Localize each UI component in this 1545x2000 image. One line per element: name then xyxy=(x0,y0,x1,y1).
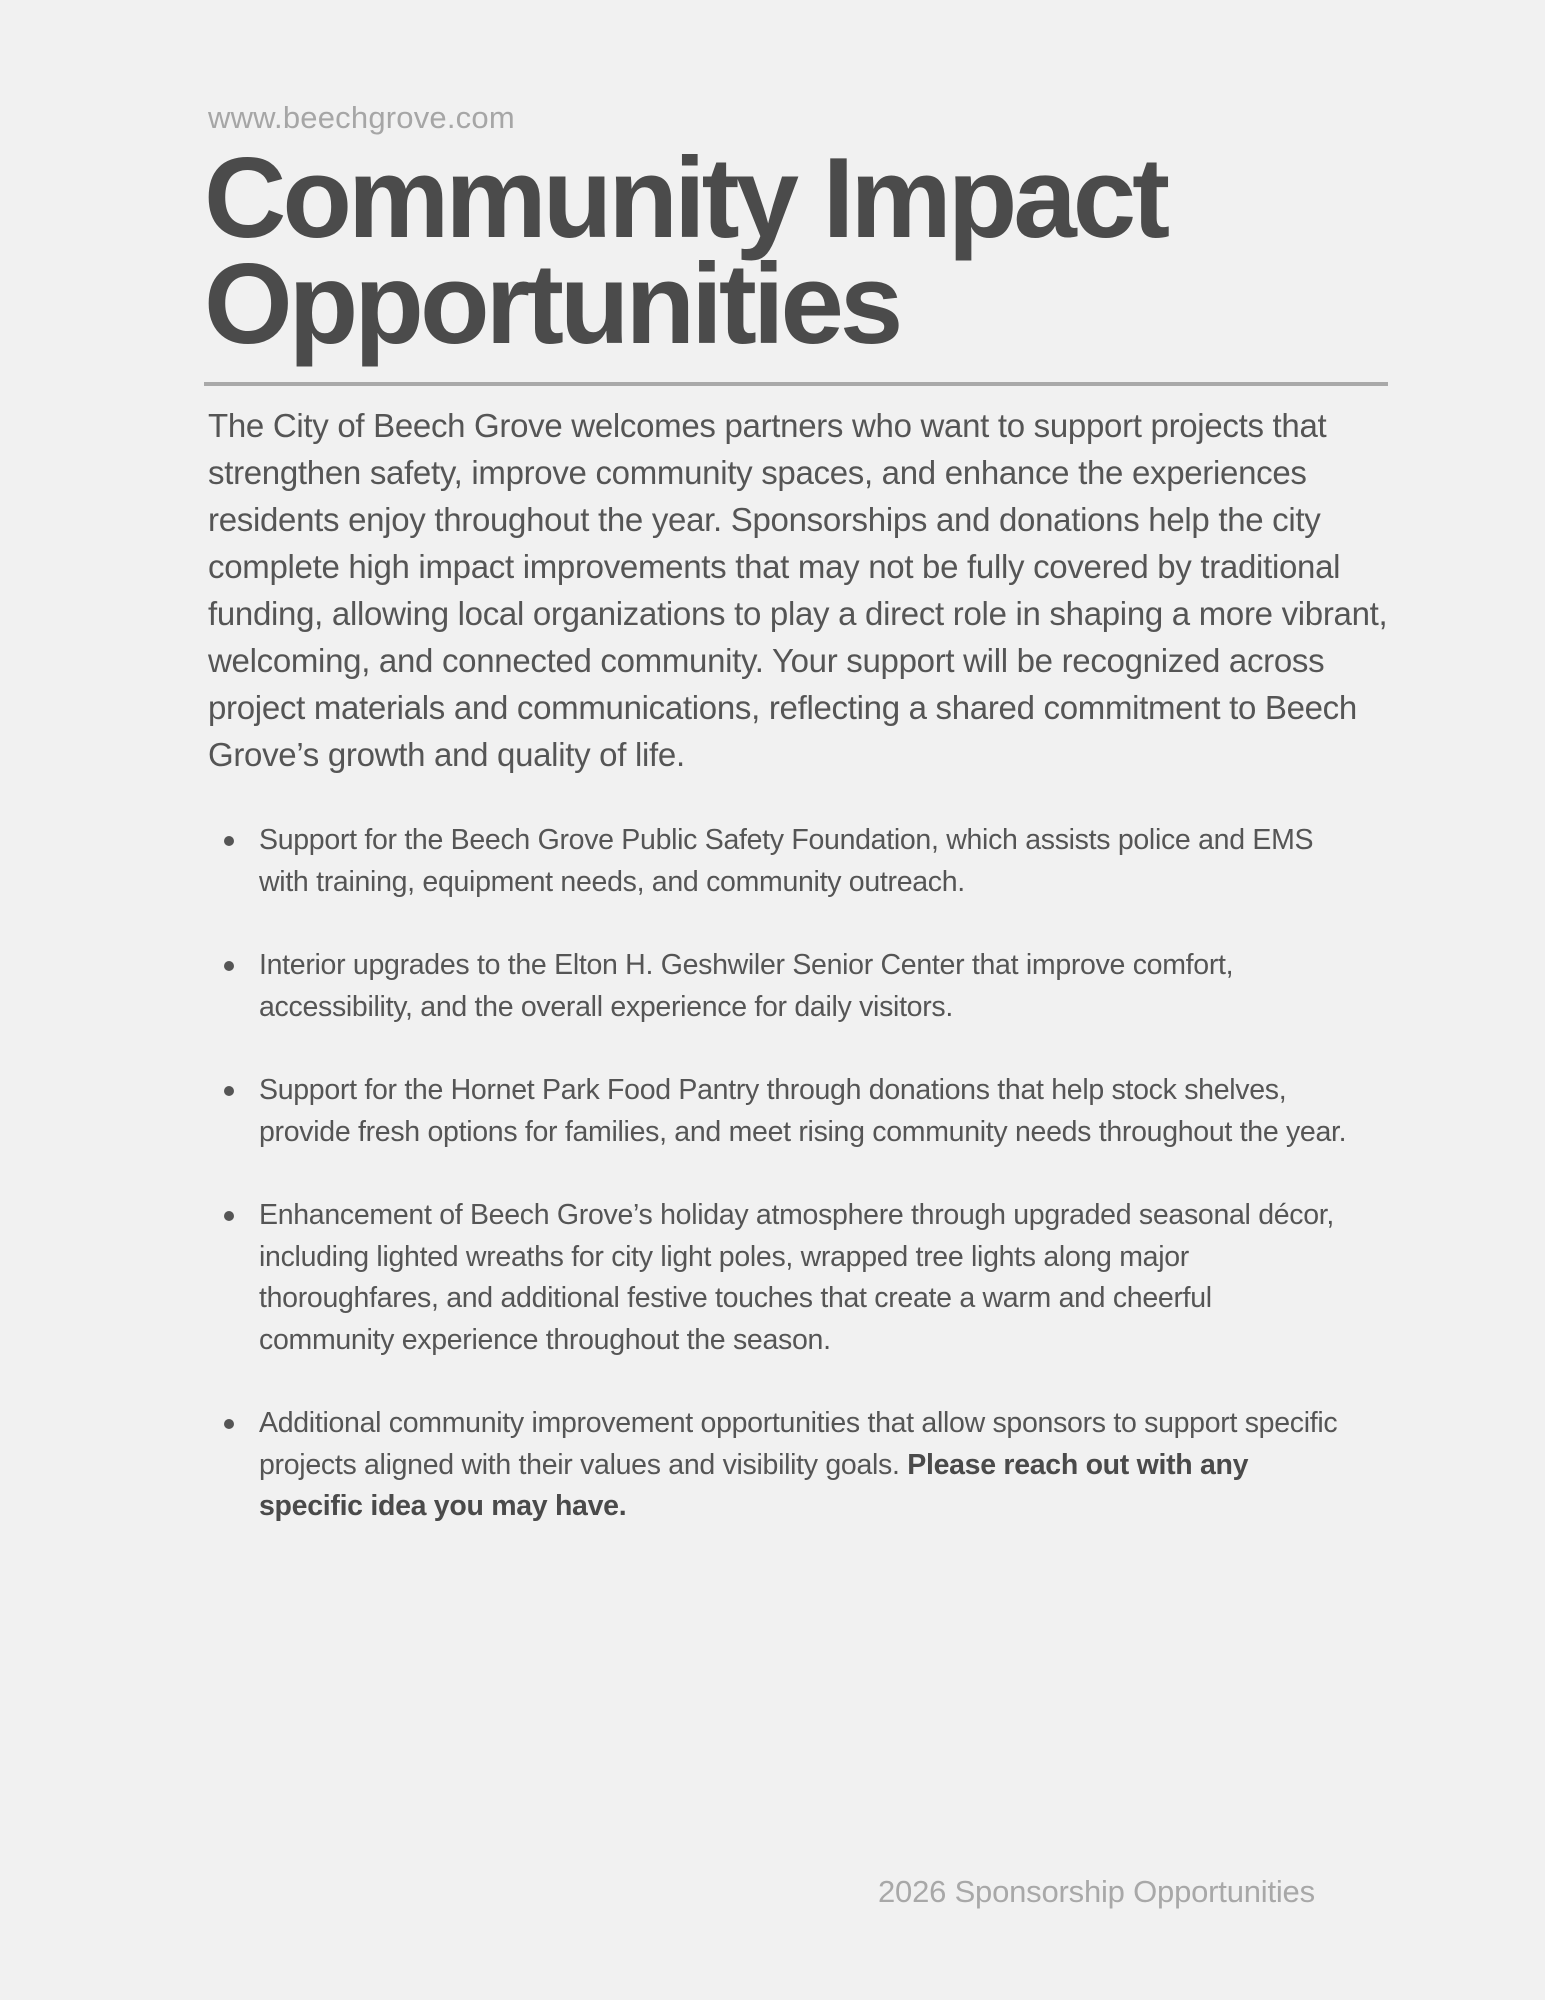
footer-label: 2026 Sponsorship Opportunities xyxy=(878,1874,1315,1909)
contact-callout: Please reach out with any specific idea you may have. xyxy=(259,1448,1249,1522)
list-item xyxy=(208,1070,1348,1153)
bullet-icon xyxy=(224,961,234,971)
bullet-icon xyxy=(224,1211,234,1221)
list-item-text: Interior upgrades to the Elton H. Geshwiler Senior Center that improve comfort, accessibility, and the overall experience for daily visitors. xyxy=(259,949,1234,1023)
title-divider xyxy=(204,382,1388,386)
bullet-icon xyxy=(224,1419,234,1429)
list-item xyxy=(208,820,1348,903)
bullet-icon xyxy=(224,836,234,846)
page-title-line-1: Community Impact xyxy=(204,135,1167,262)
opportunity-list xyxy=(208,820,1348,1570)
list-item-text: Support for the Beech Grove Public Safety Foundation, which assists police and EMS with training, equipment needs, and community outreach. xyxy=(259,824,1314,898)
list-item-text: Enhancement of Beech Grove’s holiday atmosphere through upgraded seasonal décor, including lighted wreaths for city light poles, wrapped tree lights along major thoroughfares, and additional festive touches that create a warm and cheerful community experience throughout the season. xyxy=(259,1199,1335,1356)
bullet-icon xyxy=(224,1086,234,1096)
website-url: www.beechgrove.com xyxy=(208,100,515,135)
page-title-line-2: Opportunities xyxy=(204,241,900,368)
list-item xyxy=(208,1195,1348,1361)
list-item xyxy=(208,945,1348,1028)
list-item xyxy=(208,1403,1348,1528)
page-title xyxy=(204,135,1404,368)
list-item-text: Support for the Hornet Park Food Pantry through donations that help stock shelves, provide fresh options for families, and meet rising community needs throughout the year. xyxy=(259,1074,1347,1148)
intro-paragraph: The City of Beech Grove welcomes partners who want to support projects that strengthen safety, improve community spaces, and enhance the experiences residents enjoy throughout the year. Sponsorships and donations help the city complete high impact improvements that may not be fully covered by traditional funding, allowing local organizations to play a direct role in shaping a more vibrant, welcoming, and connected community. Your support will be recognized across project materials and communications, reflecting a shared commitment to Beech Grove’s growth and quality of life. xyxy=(208,407,1388,773)
list-item-text-regular: Additional community improvement opportunities that allow sponsors to support specific projects aligned with their values and visibility goals. xyxy=(259,1407,1338,1481)
list-item-text xyxy=(259,1407,1337,1522)
